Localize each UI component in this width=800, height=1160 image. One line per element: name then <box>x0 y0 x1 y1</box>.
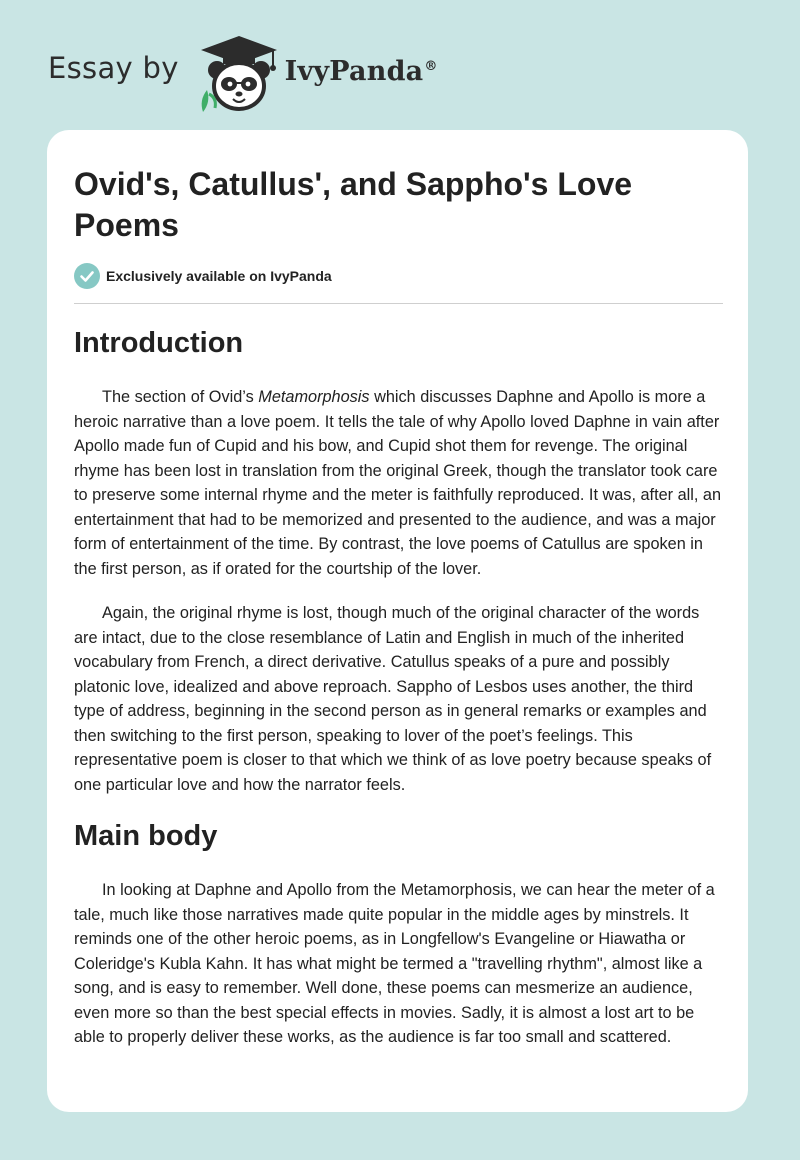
paragraph-main-1: In looking at Daphne and Apollo from the Metamorphosis, we can hear the meter of a tale, much like those narratives made quite popular in the middle ages by minstrels. It reminds one of the other heroic poems, as in Longfellow's Evangeline or Hiawatha or Coleridge's Kubla Kahn. It has what might be termed a "travelling rhythm", almost like a song, and is easy to remember. Well done, these poems can mesmerize an audience, even more so than the best special effects in movies. Sadly, it is almost a lost art to be able to properly deliver these works, as the audience is far too small and scattered. <box>74 881 715 1046</box>
site-header <box>48 34 438 114</box>
work-title-metamorphosis: Metamorphosis <box>258 388 370 406</box>
graduation-panda-icon[interactable] <box>193 34 285 114</box>
brand-name-text[interactable]: IvyPanda <box>284 55 424 87</box>
exclusive-badge-text: Exclusively available on IvyPanda <box>106 268 332 284</box>
essay-title: Ovid's, Catullus', and Sappho's Love Poems <box>74 166 633 243</box>
paragraph-text: which discusses Daphne and Apollo is more a heroic narrative than a love poem. It tells the tale of why Apollo loved Daphne in vain after Apollo made fun of Cupid and his bow, and Cupid shot them for revenge. The original rhyme has been lost in translation from the original Greek, though the translator took care to preserve some internal rhyme and the meter is faithfully reproduced. It was, after all, an entertainment that had to be memorized and presented to the audience, and was a major form of entertainment of the time. By contrast, the love poems of Catullus are spoken in the first person, as if orated for the courtship of the lover. <box>74 388 722 578</box>
essay-card <box>47 130 748 1112</box>
paragraph-intro-2: Again, the original rhyme is lost, though much of the original character of the words are intact, due to the close resemblance of Latin and English in much of the inherited vocabulary from French, a direct derivative. Catullus speaks of a pure and possibly platonic love, idealized and above reproach. Sappho of Lesbos uses another, the third type of address, beginning in the second person as in general remarks or examples and then switching to the first person, speaking to lover of the poet’s feelings. This representative poem is closer to that which we think of as love poetry because speaks of one particular love and how the narrator feels. <box>74 604 712 794</box>
paragraph-text: The section of Ovid’s <box>102 388 259 406</box>
exclusive-badge <box>74 263 332 289</box>
section-heading-main-body: Main body <box>74 820 218 852</box>
title-divider <box>74 303 723 304</box>
registered-mark: ® <box>424 58 438 74</box>
brand-name[interactable] <box>285 56 438 87</box>
brand-prefix: Essay by <box>48 51 179 85</box>
section-heading-introduction: Introduction <box>74 327 244 359</box>
check-circle-icon <box>74 263 100 289</box>
paragraph-intro-1 <box>74 385 724 581</box>
